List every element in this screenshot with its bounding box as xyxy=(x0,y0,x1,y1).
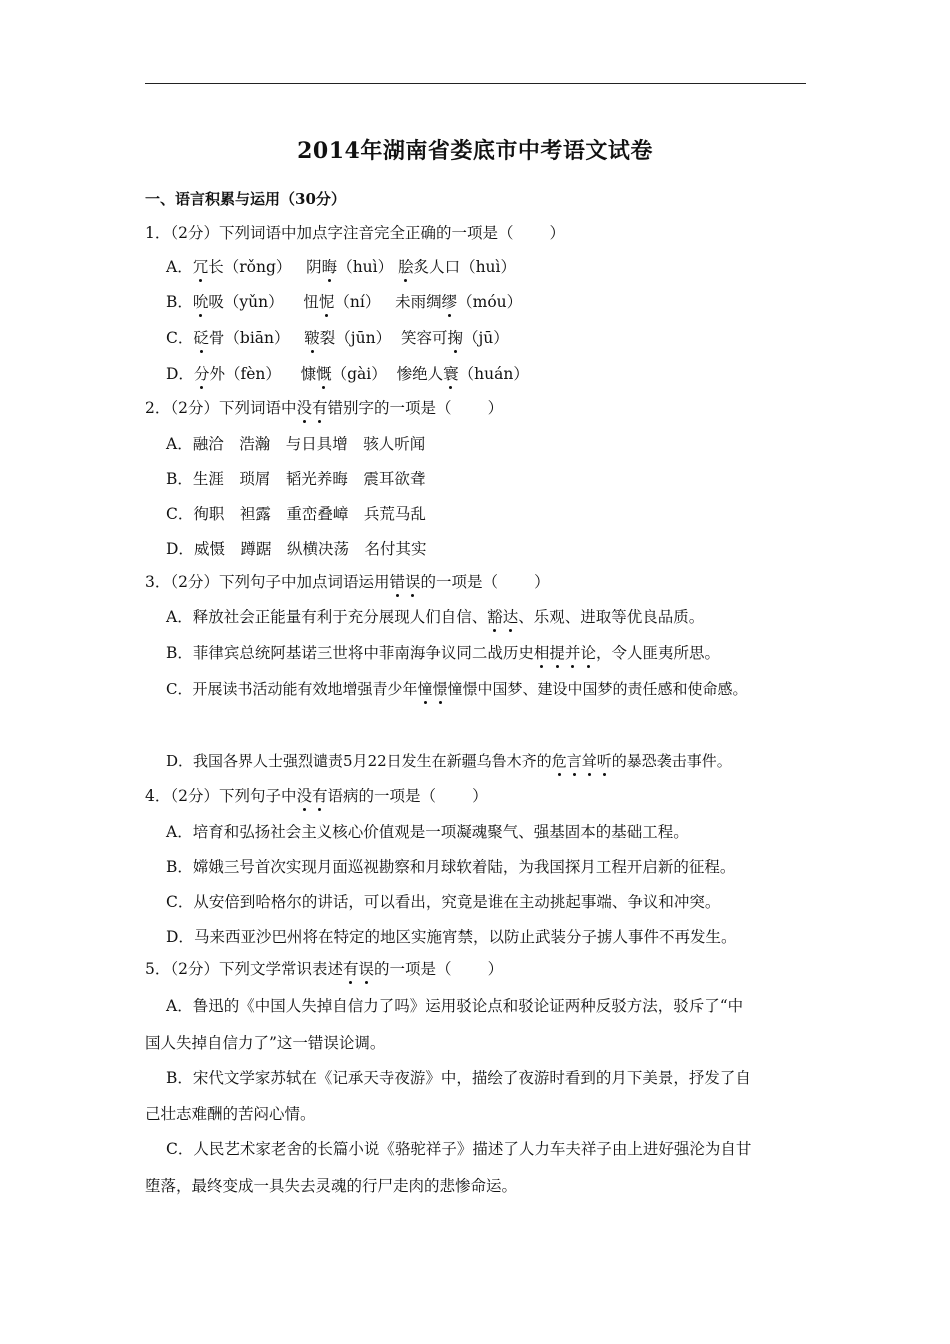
question-5: 5．（2分）下列文学常识表述有误的一项是（ ） xyxy=(145,960,504,978)
question-2: 2．（2分）下列词语中没有错别字的一项是（ ） xyxy=(145,399,504,417)
q4-option-d: D．马来西亚沙巴州将在特定的地区实施宵禁，以防止武装分子掳人事件不再发生。 xyxy=(166,928,737,946)
question-3: 3．（2分）下列句子中加点词语运用错误的一项是（ ） xyxy=(145,573,550,591)
q3-option-b: B．菲律宾总统阿基诺三世将中菲南海争议同二战历史相提并论，令人匪夷所思。 xyxy=(166,644,720,662)
question-1: 1．（2分）下列词语中加点字注音完全正确的一项是（ ） xyxy=(145,224,566,242)
q4-option-b: B．嫦娥三号首次实现月面巡视勘察和月球软着陆，为我国探月工程开启新的征程。 xyxy=(166,858,736,876)
q2-option-b: B．生涯 琐屑 韬光养晦 震耳欲聋 xyxy=(166,470,426,488)
q5-option-c-line2: 堕落，最终变成一具失去灵魂的行尸走肉的悲惨命运。 xyxy=(145,1177,518,1195)
q1-option-c: C．砭骨（biān） 皲裂（jūn） 笑容可掬（jū） xyxy=(166,329,509,347)
q1-option-d: D．分外（fèn） 慷慨（gài） 惨绝人寰（huán） xyxy=(166,365,529,383)
q5-option-a-line1: A．鲁迅的《中国人失掉自信力了吗》运用驳论点和驳论证两种反驳方法，驳斥了“中 xyxy=(166,997,744,1015)
q4-option-a: A．培育和弘扬社会主义核心价值观是一项凝魂聚气、强基固本的基础工程。 xyxy=(166,823,689,841)
question-4: 4．（2分）下列句子中没有语病的一项是（ ） xyxy=(145,787,488,805)
section-heading: 一、语言积累与运用（30分） xyxy=(145,190,346,208)
q2-option-c: C．徇职 袒露 重峦叠嶂 兵荒马乱 xyxy=(166,505,426,523)
q5-option-b-line1: B．宋代文学家苏轼在《记承天寺夜游》中，描绘了夜游时看到的月下美景，抒发了自 xyxy=(166,1069,751,1087)
q2-option-d: D．威慑 蹲踞 纵横决荡 名付其实 xyxy=(166,540,427,558)
q3-option-c: C．开展读书活动能有效地增强青少年憧憬憧憬中国梦、建设中国梦的责任感和使命感。 xyxy=(166,680,748,698)
q3-option-a: A．释放社会正能量有利于充分展现人们自信、豁达、乐观、进取等优良品质。 xyxy=(166,608,705,626)
q5-option-c-line1: C．人民艺术家老舍的长篇小说《骆驼祥子》描述了人力车夫祥子由上进好强沦为自甘 xyxy=(166,1140,752,1158)
q2-option-a: A．融洽 浩瀚 与日具增 骇人听闻 xyxy=(166,435,426,453)
q4-option-c: C．从安倍到哈格尔的讲话，可以看出，究竟是谁在主动挑起事端、争议和冲突。 xyxy=(166,893,721,911)
page-title: 2014年湖南省娄底市中考语文试卷 xyxy=(297,138,653,164)
q5-option-b-line2: 己壮志难酬的苦闷心情。 xyxy=(145,1105,316,1123)
q1-option-b: B．吮吸（yǔn） 忸怩（ní） 未雨绸缪（móu） xyxy=(166,293,523,311)
q1-option-a: A．冗长（rǒng） 阴晦（huì） 脍炙人口（huì） xyxy=(166,258,517,276)
q3-option-d: D．我国各界人士强烈谴责5月22日发生在新疆乌鲁木齐的危言耸听的暴恐袭击事件。 xyxy=(166,752,732,770)
q5-option-a-line2: 国人失掉自信力了”这一错误论调。 xyxy=(145,1034,386,1052)
header-rule xyxy=(145,83,806,84)
